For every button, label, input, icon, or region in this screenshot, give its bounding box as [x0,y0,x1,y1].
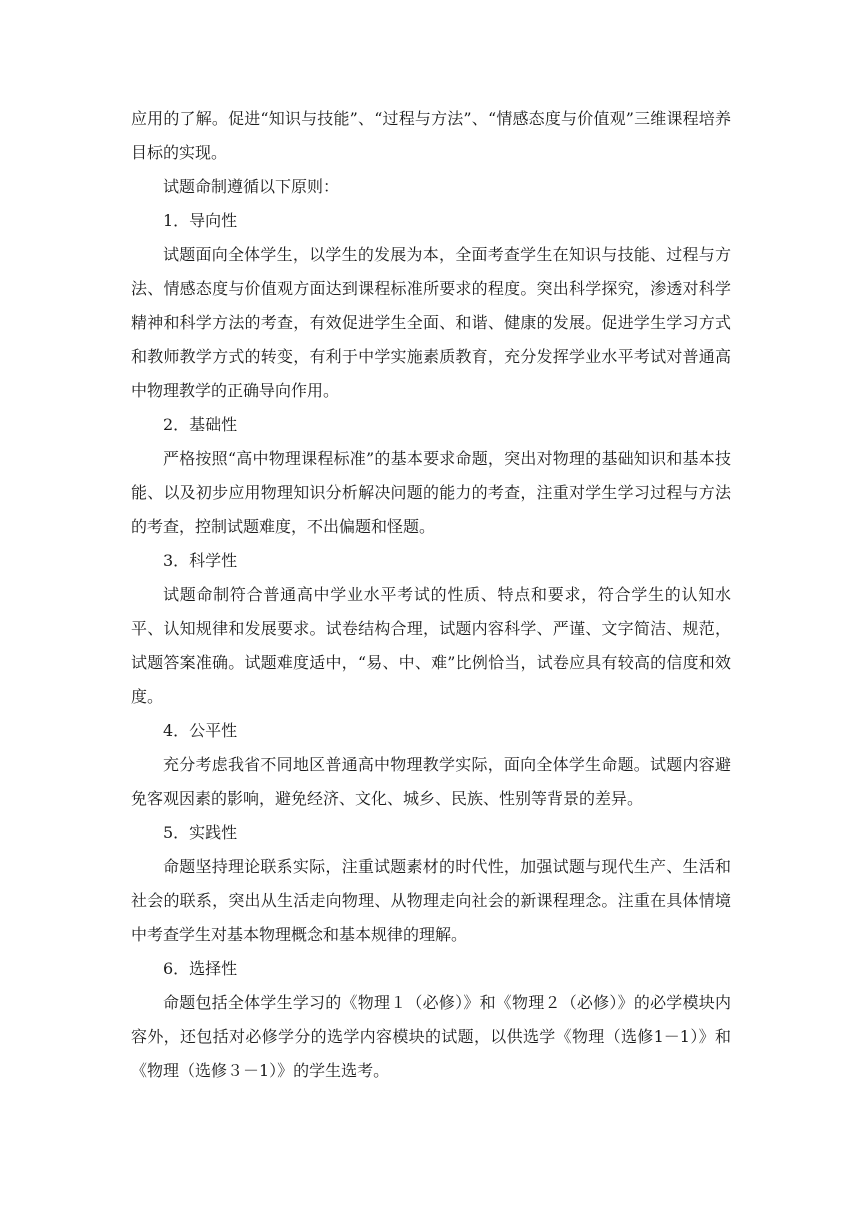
paragraph-guidance: 试题面向全体学生，以学生的发展为本，全面考查学生在知识与技能、过程与方法、情感态度与价值观方面达到课程标准所要求的程度。突出科学探究，渗透对科学精神和科学方法的考查，有效促进学生全面、和谐、健康的发展。促进学生学习方式和教师教学方式的转变，有利于中学实施素质教育，充分发挥学业水平考试对普通高中物理教学的正确导向作用。 [131,245,731,400]
heading-practice: 5．实践性 [163,823,238,842]
paragraph-continuation: 应用的了解。促进“知识与技能”、“过程与方法”、“情感态度与价值观”三维课程培养目标的实现。 [131,109,731,162]
paragraph-basics: 严格按照“高中物理课程标准”的基本要求命题，突出对物理的基础知识和基本技能、以及初步应用物理知识分析解决问题的能力的考查，注重对学生学习过程与方法的考查，控制试题难度，不出偏题和怪题。 [131,449,731,536]
heading-selectivity: 6．选择性 [163,959,238,978]
paragraph-fairness: 充分考虑我省不同地区普通高中物理教学实际，面向全体学生命题。试题内容避免客观因素的影响，避免经济、文化、城乡、民族、性别等背景的差异。 [131,755,731,808]
heading-science: 3．科学性 [163,551,238,570]
document-body [131,102,731,1088]
paragraph-intro: 试题命制遵循以下原则： [163,177,340,196]
paragraph-science: 试题命制符合普通高中学业水平考试的性质、特点和要求，符合学生的认知水平、认知规律和发展要求。试卷结构合理，试题内容科学、严谨、文字简洁、规范，试题答案准确。试题难度适中，“易、中、难”比例恰当，试卷应具有较高的信度和效度。 [131,585,731,706]
heading-basics: 2．基础性 [163,415,238,434]
paragraph-practice: 命题坚持理论联系实际，注重试题素材的时代性，加强试题与现代生产、生活和社会的联系，突出从生活走向物理、从物理走向社会的新课程理念。注重在具体情境中考查学生对基本物理概念和基本规律的理解。 [131,857,731,944]
paragraph-selectivity: 命题包括全体学生学习的《物理１（必修）》和《物理２（必修）》的必学模块内容外，还包括对必修学分的选学内容模块的试题，以供选学《物理（选修1－1）》和《物理（选修３－1）》的学生选考。 [131,993,731,1080]
heading-guidance: 1．导向性 [163,211,238,230]
heading-fairness: 4．公平性 [163,721,238,740]
